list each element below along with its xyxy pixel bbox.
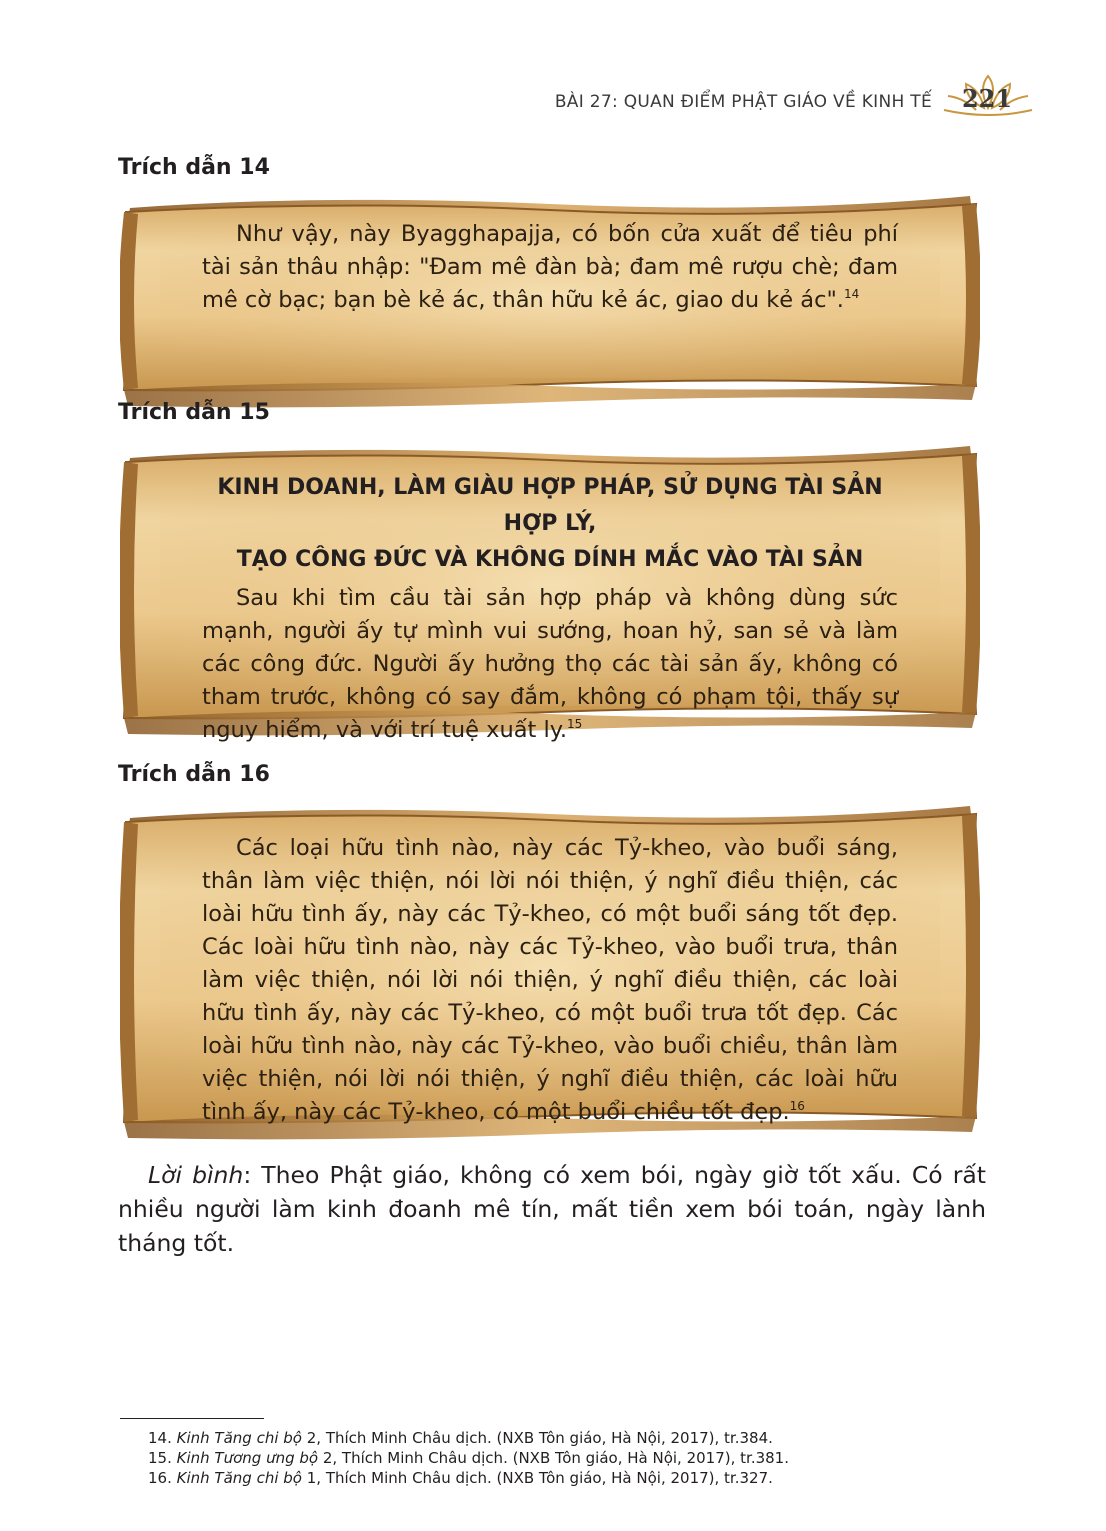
footnote-citation: 1, Thích Minh Châu dịch. (NXB Tôn giáo, Hà Nội, 2017), tr.327. — [301, 1469, 773, 1487]
footnotes — [148, 1428, 988, 1488]
quote-heading-15: Trích dẫn 15 — [118, 400, 270, 425]
lotus-page-badge — [940, 70, 1036, 118]
quote-title-15 — [190, 470, 910, 578]
page-header — [555, 70, 1036, 118]
quote-body-14: Như vậy, này Byagghapajja, có bốn cửa xuất để tiêu phí tài sản thâu nhập: "Đam mê đàn bà; đam mê rượu chè; đam mê cờ bạc; bạn bè kẻ ác, thân hữu kẻ ác, giao du kẻ ác". — [202, 221, 898, 313]
quote-title-line-2: TẠO CÔNG ĐỨC VÀ KHÔNG DÍNH MẮC VÀO TÀI SẢN — [236, 547, 864, 572]
commentary-lead: Lời bình — [148, 1161, 244, 1189]
footnote-ref-15: 15 — [567, 717, 583, 731]
quote-heading-14: Trích dẫn 14 — [118, 155, 270, 180]
parchment-scroll-16 — [120, 800, 980, 1142]
footnote-citation: 2, Thích Minh Châu dịch. (NXB Tôn giáo, Hà Nội, 2017), tr.384. — [301, 1429, 773, 1447]
footnote-16 — [148, 1468, 988, 1488]
footnote-15 — [148, 1448, 988, 1468]
parchment-scroll-14 — [120, 190, 980, 410]
footnote-source-title: Kinh Tăng chi bộ — [176, 1469, 302, 1487]
footnote-ref-16: 16 — [789, 1099, 805, 1113]
footnote-ref-14: 14 — [843, 287, 860, 301]
quote-text-14 — [202, 218, 898, 317]
quote-title-line-1: KINH DOANH, LÀM GIÀU HỢP PHÁP, SỬ DỤNG TÀI SẢN HỢP LÝ, — [217, 475, 883, 536]
commentary-text: : Theo Phật giáo, không có xem bói, ngày giờ tốt xấu. Có rất nhiều người làm kinh đoanh mê tín, mất tiền xem bói toán, ngày lành tháng tốt. — [118, 1161, 986, 1257]
footnote-citation: 2, Thích Minh Châu dịch. (NXB Tôn giáo, Hà Nội, 2017), tr.381. — [318, 1449, 789, 1467]
parchment-scroll-15 — [120, 440, 980, 743]
quote-body-15: Sau khi tìm cầu tài sản hợp pháp và không dùng sức mạnh, người ấy tự mình vui sướng, hoan hỷ, san sẻ và làm các công đức. Người ấy hưởng thọ các tài sản ấy, không có tham trước, không có say đắm, không có phạm tội, thấy sự nguy hiểm, và với trí tuệ xuất ly. — [202, 585, 898, 743]
quote-body-16: Các loại hữu tình nào, này các Tỷ-kheo, vào buổi sáng, thân làm việc thiện, nói lời nói thiện, ý nghĩ điều thiện, các loài hữu tình ấy, này các Tỷ-kheo, có một buổi sáng tốt đẹp. Các loài hữu tình nào, này các Tỷ-kheo, vào buổi trưa, thân làm việc thiện, nói lời nói thiện, ý nghĩ điều thiện, các loài hữu tình ấy, này các Tỷ-kheo, có một buổi trưa tốt đẹp. Các loài hữu tình nào, này các Tỷ-kheo, vào buổi chiều, thân làm việc thiện, nói lời nói thiện, ý nghĩ điều thiện, các loài hữu tình ấy, này các Tỷ-kheo, có một buổi chiều tốt đẹp. — [202, 835, 898, 1125]
quote-text-16 — [202, 832, 898, 1129]
footnote-source-title: Kinh Tăng chi bộ — [176, 1429, 302, 1447]
page-number: 221 — [961, 84, 1013, 113]
footnote-number: 16. — [148, 1469, 172, 1487]
footnote-number: 15. — [148, 1449, 172, 1467]
running-header-title: BÀI 27: QUAN ĐIỂM PHẬT GIÁO VỀ KINH TẾ — [554, 92, 932, 112]
footnote-divider — [120, 1418, 264, 1419]
commentary-paragraph — [118, 1158, 986, 1260]
quote-text-15 — [190, 470, 910, 747]
quote-heading-16: Trích dẫn 16 — [118, 762, 270, 787]
footnote-source-title: Kinh Tương ưng bộ — [176, 1449, 319, 1467]
footnote-14 — [148, 1428, 988, 1448]
footnote-number: 14. — [148, 1429, 172, 1447]
